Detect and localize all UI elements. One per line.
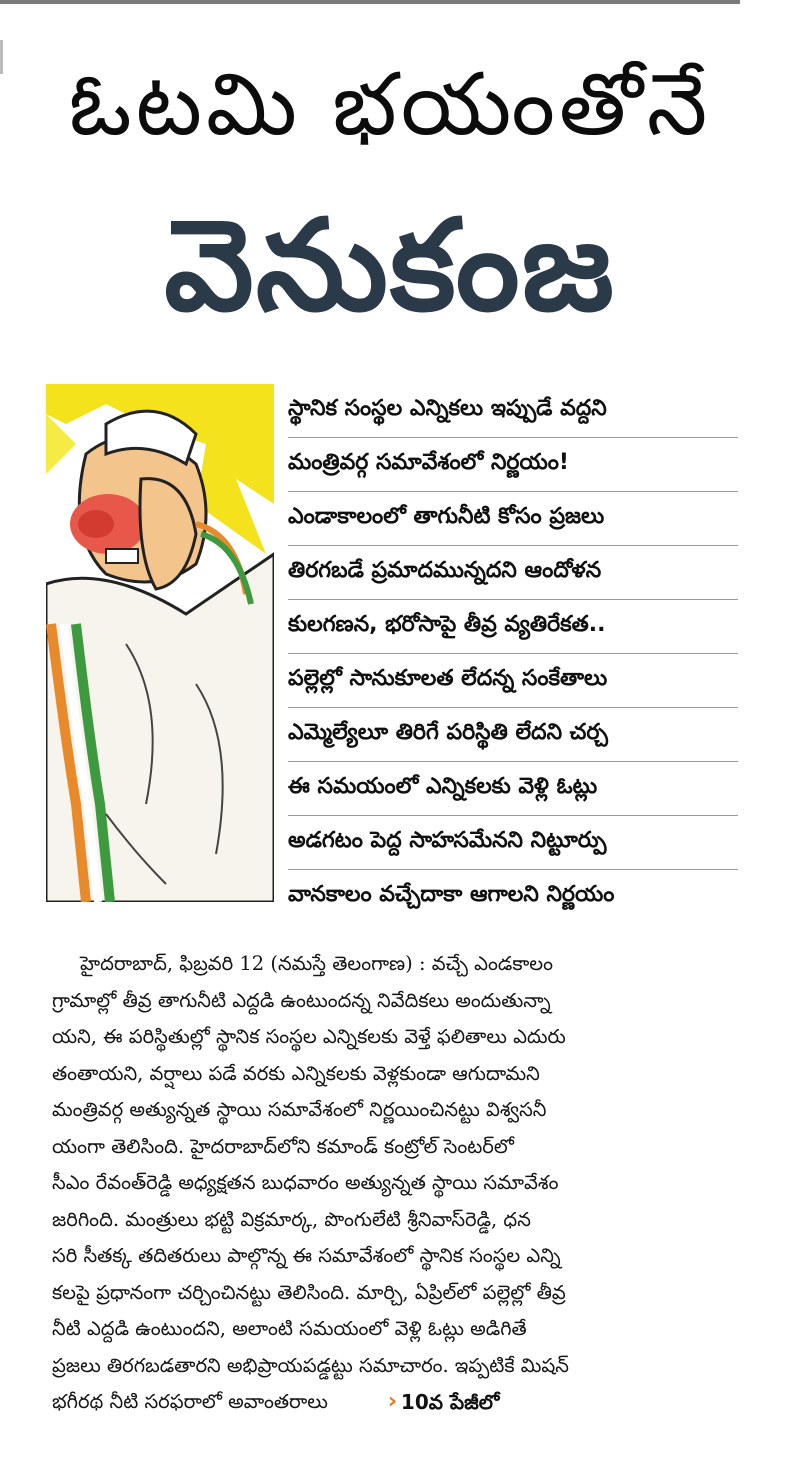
article-line: భగీరథ నీటి సరఫరాలో అవాంతరాలు [52,1390,328,1413]
article-line: నీటి ఎద్దడి ఉంటుందని, అలాంటి సమయంలో వెళ్లి ఓట్లు అడిగితే [52,1317,527,1340]
article-line: తంతాయని, వర్షాలు పడే వరకు ఎన్నికలకు వెళ్లకుండా ఆగుదామని [52,1061,540,1085]
article-body [52,946,742,1421]
headline-line-1: ఓటమి భయంతోనే [68,55,712,155]
highlight-item: అడగటం పెద్ద సాహసమేనని నిట్టూర్పు [288,816,738,870]
article-line: సీఎం రేవంత్‌రెడ్డి అధ్యక్షతన బుధవారం అత్యున్నత స్థాయి సమావేశం [52,1171,559,1194]
highlights-list [288,384,738,923]
article-last-line-row [52,1384,742,1421]
article-line: హైదరాబాద్, ఫిబ్రవరి 12 (నమస్తే తెలంగాణ) : వచ్చే ఎండకాలం [80,952,553,975]
highlight-item: ఎండాకాలంలో తాగునీటి కోసం ప్రజలు [288,492,738,546]
top-rule [0,0,740,4]
highlight-item: మంత్రివర్గ సమావేశంలో నిర్ణయం! [288,438,738,492]
article-line: కలపై ప్రధానంగా చర్చించినట్టు తెలిసింది. మార్చి, ఏప్రిల్‌లో పల్లెల్లో తీవ్ర [52,1280,566,1304]
article-line: జరిగింది. మంత్రులు భట్టి విక్రమార్క, పొంగులేటి శ్రీనివాస్‌రెడ్డి, ధన [52,1207,531,1231]
article-line: యని, ఈ పరిస్థితుల్లో స్థానిక సంస్థల ఎన్నికలకు వెళ్తే ఫలితాలు ఎదురు [52,1025,566,1048]
highlight-item: పల్లెల్లో సానుకూలత లేదన్న సంకేతాలు [288,654,738,708]
cartoon-politician-icon [46,384,274,902]
highlight-item: ఈ సమయంలో ఎన్నికలకు వెళ్లి ఓట్లు [288,762,738,816]
continued-on-page-link[interactable] [388,1384,500,1421]
chevron-right-icon: › [387,1389,397,1414]
article-line: సరి సీతక్క తదితరులు పాల్గొన్న ఈ సమావేశంలో స్థానిక సంస్థల ఎన్ని [52,1244,561,1267]
article-line: యంగా తెలిసింది. హైదరాబాద్‌లోని కమాండ్ కంట్రోల్ సెంటర్‌లో [52,1134,514,1158]
article-line: మంత్రివర్గ అత్యున్నత స్థాయి సమావేశంలో నిర్ణయించినట్టు విశ్వసనీ [52,1098,547,1121]
article-line: ప్రజలు తిరగబడతారని అభిప్రాయపడ్డట్టు సమాచారం. ఇప్పటికే మిషన్ [52,1353,569,1377]
highlight-item: తిరగబడే ప్రమాదమున్నదని ఆందోళన [288,546,738,600]
article-line: గ్రామాల్లో తీవ్ర తాగునీటి ఎద్దడి ఉంటుందన్న నివేదికలు అందుతున్నా [52,988,551,1012]
highlight-item: ఎమ్మెల్యేలూ తిరిగే పరిస్థితి లేదని చర్చ [288,708,738,762]
page-edge-mark [0,40,3,74]
continued-label: 10వ పేజీలో [400,1390,500,1414]
highlight-item: వానకాలం వచ్చేదాకా ఆగాలని నిర్ణయం [288,881,615,907]
headline-line-2: వెనుకంజ [164,192,616,339]
highlight-item: కులగణన, భరోసాపై తీవ్ర వ్యతిరేకత.. [288,600,738,654]
highlight-item: స్థానిక సంస్థల ఎన్నికలు ఇప్పుడే వద్దని [288,384,738,438]
